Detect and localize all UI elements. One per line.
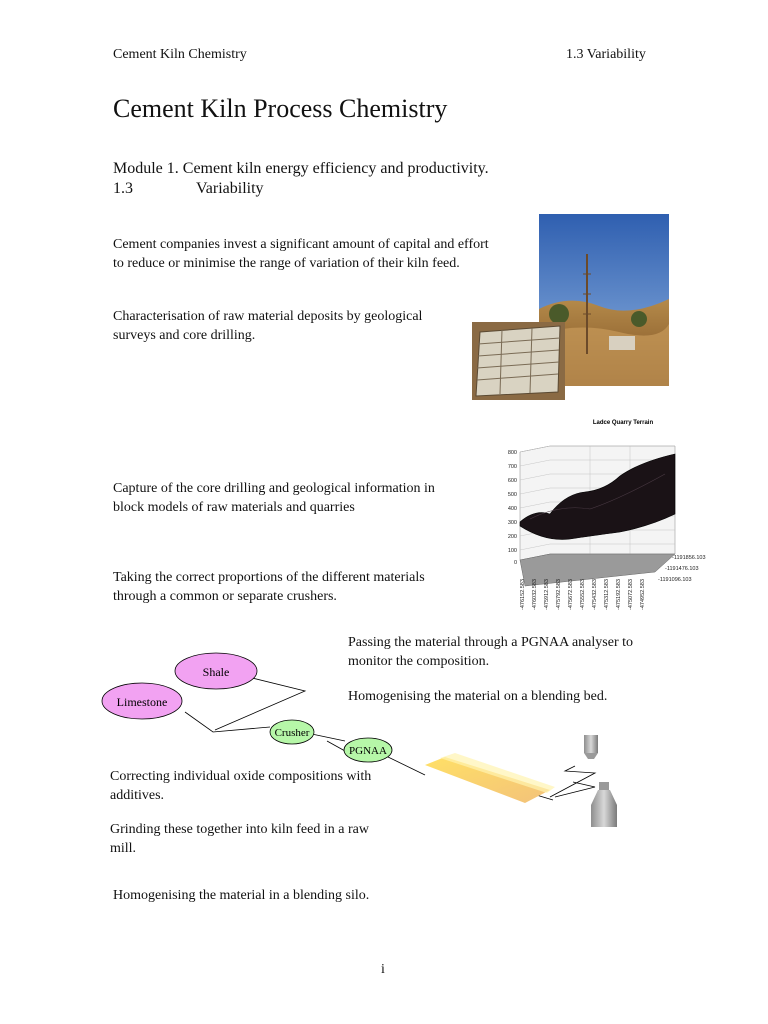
chart-y-tick: 400	[507, 506, 517, 512]
chart-y-tick: 0	[513, 560, 517, 566]
paragraph-line: monitor the composition.	[348, 654, 490, 669]
paragraph-proportions	[113, 568, 425, 606]
paragraph-line: Correcting individual oxide compositions with	[110, 769, 372, 784]
module-line: Module 1. Cement kiln energy efficiency and productivity.	[113, 160, 489, 177]
chart-z-tick: -1191476.103	[665, 566, 699, 572]
paragraph-line: Characterisation of raw material deposits by geological	[113, 309, 423, 324]
core-samples-photo	[472, 322, 565, 400]
paragraph-line: Grinding these together into kiln feed in a raw	[110, 822, 369, 837]
chart-z-tick: -1191856.103	[672, 555, 706, 561]
chart-y-tick: 200	[507, 534, 517, 540]
paragraph-line: through a common or separate crushers.	[113, 589, 337, 604]
chart-y-tick: 700	[507, 464, 517, 470]
page-number: i	[381, 962, 385, 977]
paragraph-line: additives.	[110, 788, 165, 803]
paragraph-line: Cement companies invest a significant amount of capital and effort	[113, 237, 489, 252]
chart-x-tick: -476152.583	[520, 579, 526, 610]
chart-x-tick: -475552.583	[580, 579, 586, 610]
chart-x-tick: -476032.583	[532, 579, 538, 610]
paragraph-line: Passing the material through a PGNAA analyser to	[348, 635, 634, 650]
shale-node: Shale	[202, 665, 230, 679]
chart-y-tick: 100	[507, 548, 517, 554]
chart-x-tick: -475312.583	[604, 579, 610, 610]
crusher-node: Crusher	[274, 727, 310, 739]
section-number: 1.3	[113, 180, 133, 197]
raw-mill-icon	[591, 782, 617, 827]
paragraph-line: to reduce or minimise the range of variation of their kiln feed.	[113, 256, 460, 271]
page-title: Cement Kiln Process Chemistry	[113, 94, 448, 123]
chart-z-tick: -1191096.103	[658, 577, 692, 583]
paragraph-line: Capture of the core drilling and geological information in	[113, 481, 435, 496]
header-right: 1.3 Variability	[566, 47, 646, 62]
paragraph-blending-silo: Homogenising the material in a blending silo.	[113, 888, 370, 903]
paragraph-investment	[113, 235, 489, 273]
paragraph-block-models	[113, 479, 435, 517]
section-name: Variability	[196, 180, 264, 197]
additive-hopper-icon	[584, 735, 598, 759]
chart-x-tick: -475072.583	[628, 579, 634, 610]
chart-x-tick: -475912.583	[544, 579, 550, 610]
paragraph-raw-mill	[110, 820, 369, 858]
paragraph-blending-bed: Homogenising the material on a blending bed.	[348, 689, 608, 704]
chart-x-tick: -475792.583	[556, 579, 562, 610]
chart-y-tick: 800	[507, 450, 517, 456]
header-left: Cement Kiln Chemistry	[113, 47, 247, 62]
paragraph-characterisation	[113, 307, 422, 345]
process-flow-diagram	[95, 645, 655, 835]
chart-x-tick: -474952.583	[640, 579, 646, 610]
chart-title: Ladce Quarry Terrain	[592, 420, 654, 426]
paragraph-line: Taking the correct proportions of the different materials	[113, 570, 425, 585]
limestone-node: Limestone	[116, 695, 168, 709]
paragraph-line: mill.	[110, 841, 137, 856]
paragraph-additives	[110, 767, 371, 805]
chart-y-tick: 500	[507, 492, 517, 498]
chart-y-tick: 300	[507, 520, 517, 526]
pgnaa-node: PGNAA	[349, 745, 387, 757]
chart-y-tick: 600	[507, 478, 517, 484]
chart-x-tick: -475432.583	[592, 579, 598, 610]
chart-x-tick: -475672.583	[568, 579, 574, 610]
terrain-chart	[490, 414, 720, 614]
chart-x-tick: -475192.583	[616, 579, 622, 610]
paragraph-line: surveys and core drilling.	[113, 328, 256, 343]
paragraph-line: block models of raw materials and quarries	[113, 500, 355, 515]
